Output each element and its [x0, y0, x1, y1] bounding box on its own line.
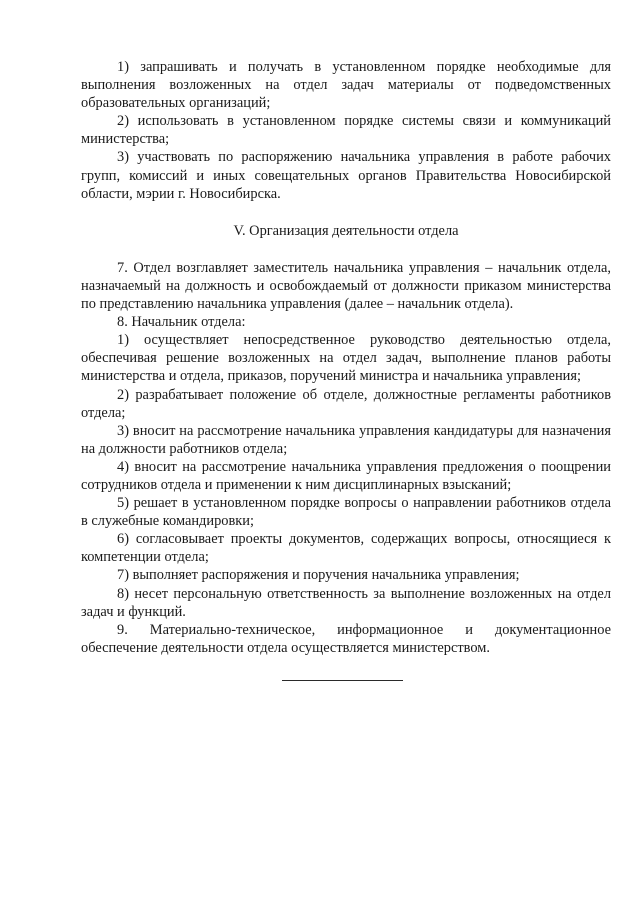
section-heading: V. Организация деятельности отдела [233, 222, 459, 239]
paragraph-8-item-8: 8) несет персональную ответственность за выполнение возложенных на отдел задач и функций. [81, 585, 611, 620]
closing-divider [282, 680, 403, 681]
paragraph-8-item-4: 4) вносит на рассмотрение начальника управления предложения о поощрении сотрудников отдела и применении к ним дисциплинарных взысканий; [81, 458, 611, 493]
paragraph-request-materials: 1) запрашивать и получать в установленном порядке необходимые для выполнения возложенных на отдел задач материалы от подведомственных образовательных организаций; [81, 59, 611, 112]
paragraph-8-item-3: 3) вносит на рассмотрение начальника управления кандидатуры для назначения на должности работников отдела; [81, 422, 611, 457]
paragraph-9: 9. Материально-техническое, информационное и документационное обеспечение деятельности отдела осуществляется министерством. [81, 621, 611, 656]
paragraph-8: 8. Начальник отдела: [117, 314, 246, 331]
paragraph-8-item-2: 2) разрабатывает положение об отделе, должностные регламенты работников отдела; [81, 386, 611, 421]
paragraph-8-item-7: 7) выполняет распоряжения и поручения начальника управления; [117, 567, 520, 584]
document-body [81, 58, 611, 657]
paragraph-8-item-6: 6) согласовывает проекты документов, содержащих вопросы, относящиеся к компетенции отдела; [81, 531, 611, 566]
paragraph-participate-groups: 3) участвовать по распоряжению начальника управления в работе рабочих групп, комиссий и иных совещательных органов Правительства Новосибирской области, мэрии г. Новосибирска. [81, 149, 611, 202]
paragraph-8-item-1: 1) осуществляет непосредственное руководство деятельностью отдела, обеспечивая решение возложенных на отдел задач, выполнение планов работы министерства и отдела, приказов, поручений министра и начальника управления; [81, 332, 611, 385]
paragraph-7: 7. Отдел возглавляет заместитель начальника управления – начальник отдела, назначаемый на должность и освобождаемый от должности приказом министерства по представлению начальника управления (далее – начальник отдела). [81, 259, 611, 313]
paragraph-use-communications: 2) использовать в установленном порядке системы связи и коммуникаций министерства; [81, 113, 611, 148]
paragraph-8-item-5: 5) решает в установленном порядке вопросы о направлении работников отдела в служебные командировки; [81, 495, 611, 530]
